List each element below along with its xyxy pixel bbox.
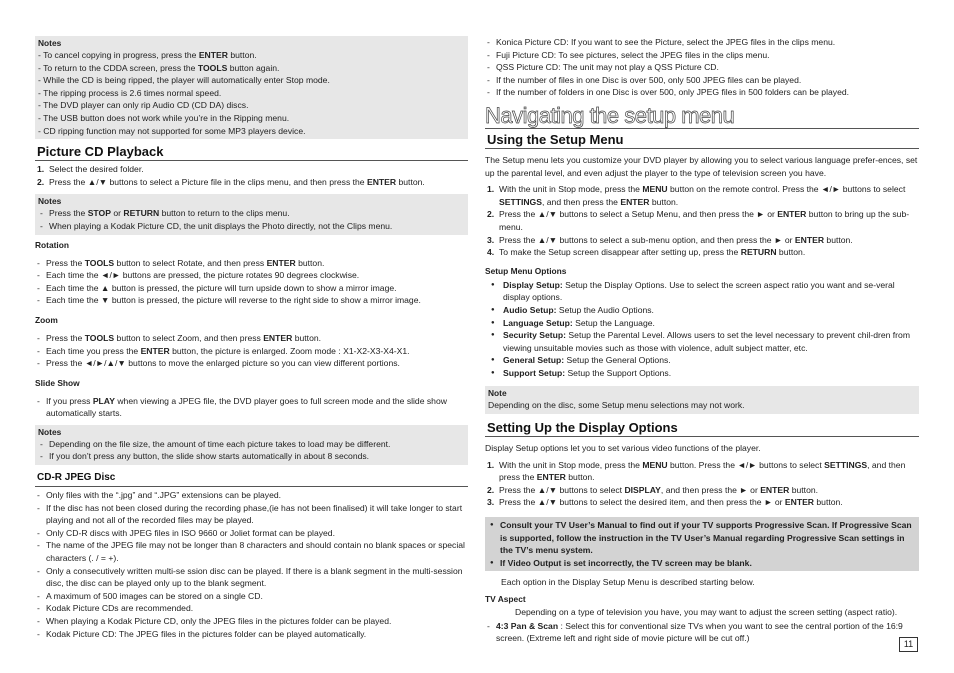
rotation-item: - Each time the ▲ button is pressed, the picture will turn upside down to show a mirror image. <box>35 282 468 295</box>
step-number: 1. <box>487 184 495 195</box>
cdr-item: - Only CD-R discs with JPEG files in ISO 9660 or Joliet format can be played. <box>35 527 468 540</box>
notes-slideshow <box>35 425 468 465</box>
step-item <box>485 234 919 247</box>
step-text: With the unit in Stop mode, press the MENU button on the remote control. Press the ◄/► buttons to select SETTINGS, and then press the ENTER button. <box>499 184 906 207</box>
rotation-heading: Rotation <box>35 239 69 250</box>
picture-cd-type-item: - If the number of files in one Disc is over 500, only 500 JPEG files can be played. <box>485 74 919 87</box>
setup-option-item: ● Security Setup: Setup the Parental Level. Allows users to set the level necessary to prevent chil-dren from viewing unsuitable movies such as those with violence, adult subject matter, etc. <box>485 329 919 354</box>
rotation-item: - Each time the ▼ button is pressed, the picture will reverse to the right side to show a mirror image. <box>35 294 468 307</box>
each-option-text: Each option in the Display Setup Menu is described starting below. <box>501 577 755 588</box>
option-label: Display Setup: <box>503 279 563 290</box>
page-number: 11 <box>899 637 918 652</box>
warning-list <box>489 519 915 569</box>
note-item: - The ripping process is 2.6 times normal speed. <box>38 87 222 98</box>
slideshow-heading: Slide Show <box>35 377 80 388</box>
note-item: - To cancel copying in progress, press the ENTER button. <box>38 50 257 60</box>
note-item: - CD ripping function may not supported for some MP3 players device. <box>38 125 306 136</box>
display-steps <box>485 459 919 509</box>
setup-option-item: ● Language Setup: Setup the Language. <box>485 317 919 330</box>
pan-scan-label: 4:3 Pan & Scan <box>496 620 559 631</box>
zoom-list <box>35 332 468 370</box>
warning-item: ● Consult your TV User’s Manual to find out if your TV supports Progressive Scan. If Progressive Scan is supported, follow the instruction in the TV User’s Manual regarding Progressive Scan settings in the TV’s menu system. <box>489 519 915 557</box>
cdr-item: - Kodak Picture CD: The JPEG files in the pictures folder can be played automatically. <box>35 628 468 641</box>
display-options-heading: Setting Up the Display Options <box>485 420 919 437</box>
option-label: Language Setup: <box>503 317 573 328</box>
step-text: Press the ▲/▼ buttons to select a sub-menu option, and then press the ► or ENTER button. <box>499 234 853 245</box>
note-item: - When playing a Kodak Picture CD, the unit displays the Photo directly, not the Clips menu. <box>38 220 465 233</box>
step-number: 4. <box>487 247 495 258</box>
step-number: 3. <box>487 234 495 245</box>
picture-cd-types-list <box>485 36 919 99</box>
note-item: - To return to the CDDA screen, press the TOOLS button again. <box>38 62 280 73</box>
slideshow-list <box>35 395 468 420</box>
setup-option-item: ● Audio Setup: Setup the Audio Options. <box>485 304 919 317</box>
notes-title: Notes <box>38 196 62 207</box>
step-text: To make the Setup screen disappear after setting up, press the RETURN button. <box>499 247 806 258</box>
chapter-title: Navigating the setup menu <box>485 104 919 129</box>
option-label: General Setup: <box>503 355 565 366</box>
rotation-item: - Each time the ◄/► buttons are pressed, the picture rotates 90 degrees clockwise. <box>35 269 468 282</box>
cdr-jpeg-heading: CD-R JPEG Disc <box>35 470 468 487</box>
using-setup-intro: The Setup menu lets you customize your DVD player by allowing you to select various language prefer-ences, set up the parental level, and even adjust the player to the type of television screen you have. <box>485 154 918 178</box>
pan-scan-item <box>485 620 919 645</box>
rotation-item: - Press the TOOLS button to select Rotate, and then press ENTER button. <box>35 257 468 270</box>
step-text: With the unit in Stop mode, press the MENU button. Press the ◄/► buttons to select SETTINGS, and then press the ENTER button. <box>499 459 906 483</box>
rotation-list <box>35 257 468 307</box>
notes-title: Notes <box>38 38 62 48</box>
picture-cd-type-item: - Fuji Picture CD: To see pictures, select the JPEG files in the clips menu. <box>485 49 919 62</box>
picture-cd-type-item: - QSS Picture CD: The unit may not play a QSS Picture CD. <box>485 61 919 74</box>
picture-cd-type-item: - If the number of folders in one Disc is over 500, only JPEG files in 500 folders can be played. <box>485 86 919 99</box>
setup-option-item: ● Display Setup: Setup the Display Options. Use to select the screen aspect ratio you want and se-veral display options. <box>485 279 919 304</box>
step-text: Select the desired folder. <box>49 164 144 175</box>
step-item <box>485 484 919 497</box>
step-text: Press the ▲/▼ buttons to select a Setup Menu, and then press the ► or ENTER button to bring up the sub-menu. <box>499 209 910 232</box>
zoom-item: - Each time you press the ENTER button, the picture is enlarged. Zoom mode : X1-X2-X3-X4-X1. <box>35 345 468 358</box>
setup-option-item: ● Support Setup: Setup the Support Options. <box>485 367 919 380</box>
cdr-item: - Only a consecutively written multi-se ssion disc can be played. If there is a blank segment in the multi-session disc, the disc can be played only up to the blank segment. <box>35 565 468 590</box>
step-number: 3. <box>487 497 495 508</box>
note-setup <box>485 386 919 414</box>
display-intro: Display Setup options let you to set various video functions of the player. <box>485 443 761 454</box>
slideshow-item: - If you press PLAY when viewing a JPEG file, the DVD player goes to full screen mode and the slide show automatically starts. <box>35 395 468 420</box>
notes-list <box>38 49 465 137</box>
note-item: - The DVD player can only rip Audio CD (CD DA) discs. <box>38 100 249 111</box>
notes-title: Notes <box>38 426 62 437</box>
note-title: Note <box>488 388 507 399</box>
step-text: Press the ▲/▼ buttons to select the desired item, and then press the ► or ENTER button. <box>499 497 843 508</box>
option-label: Audio Setup: <box>503 304 557 315</box>
tv-aspect-text: Depending on a type of television you have, you may want to adjust the screen setting (aspect ratio). <box>515 607 898 617</box>
setup-options-list <box>485 279 919 380</box>
progressive-scan-warning <box>485 517 919 571</box>
pan-scan-text: : Select this for conventional size TVs when you want to see the central portion of the 16:9 screen. (Extreme left and right side of movie picture will be cut off.) <box>496 620 903 644</box>
setup-option-item: ● General Setup: Setup the General Options. <box>485 354 919 367</box>
option-label: Support Setup: <box>503 367 566 378</box>
step-item <box>35 176 468 189</box>
cdr-item: - Kodak Picture CDs are recommended. <box>35 602 468 615</box>
using-setup-steps <box>485 183 919 259</box>
notes-list <box>38 438 465 463</box>
picture-cd-heading: Picture CD Playback <box>35 144 468 161</box>
cdr-item: - A maximum of 500 images can be stored on a single CD. <box>35 590 468 603</box>
note-text: Depending on the disc, some Setup menu selections may not work. <box>488 400 745 411</box>
right-column <box>485 36 919 645</box>
step-number: 1. <box>37 164 45 175</box>
step-number: 2. <box>37 176 45 187</box>
left-column <box>35 36 468 640</box>
note-item: - Press the STOP or RETURN button to return to the clips menu. <box>38 207 465 220</box>
tv-aspect-heading: TV Aspect <box>485 594 526 604</box>
step-number: 1. <box>487 459 495 470</box>
step-item <box>485 183 919 208</box>
step-text: Press the ▲/▼ buttons to select a Picture file in the clips menu, and then press the ENTER button. <box>49 176 425 187</box>
note-item: - If you don’t press any button, the slide show starts automatically in about 8 seconds. <box>38 450 465 463</box>
cdr-item: - When playing a Kodak Picture CD, only the JPEG files in the pictures folder can be played. <box>35 615 468 628</box>
note-item: - While the CD is being ripped, the player will automatically enter Stop mode. <box>38 75 330 86</box>
zoom-item: - Press the ◄/►/▲/▼ buttons to move the enlarged picture so you can view different portions. <box>35 357 468 370</box>
zoom-item: - Press the TOOLS button to select Zoom, and then press ENTER button. <box>35 332 468 345</box>
using-setup-heading: Using the Setup Menu <box>485 132 919 149</box>
cdr-jpeg-list <box>35 489 468 640</box>
step-item <box>485 246 919 259</box>
warning-item: ● If Video Output is set incorrectly, the TV screen may be blank. <box>489 557 915 570</box>
tv-aspect-list <box>485 620 919 645</box>
step-number: 2. <box>487 209 495 220</box>
cdr-item: - Only files with the “.jpg” and “.JPG” extensions can be played. <box>35 489 468 502</box>
step-item <box>485 496 919 509</box>
setup-options-heading: Setup Menu Options <box>485 265 567 276</box>
picture-cd-type-item: - Konica Picture CD: If you want to see the Picture, select the JPEG files in the clips menu. <box>485 36 919 49</box>
note-item: - The USB button does not work while you’re in the Ripping menu. <box>38 112 290 123</box>
cdr-item: - The name of the JPEG file may not be longer than 8 characters and should contain no blank spaces or special characters (. / = +). <box>35 539 468 564</box>
option-label: Security Setup: <box>503 330 567 341</box>
step-item <box>35 163 468 176</box>
step-item <box>485 459 919 484</box>
note-item: - Depending on the file size, the amount of time each picture takes to load may be different. <box>38 438 465 451</box>
cdr-item: - If the disc has not been closed during the recording phase,(ie has not been finalised) it will take longer to start playing and not all of the recorded files may be played. <box>35 502 468 527</box>
step-number: 2. <box>487 484 495 495</box>
picture-cd-steps <box>35 163 468 188</box>
notes-list <box>38 207 465 232</box>
step-text: Press the ▲/▼ buttons to select DISPLAY, and then press the ► or ENTER button. <box>499 484 819 495</box>
notes-ripping <box>35 36 468 139</box>
zoom-heading: Zoom <box>35 314 58 325</box>
step-item <box>485 208 919 233</box>
notes-picture-cd <box>35 194 468 234</box>
